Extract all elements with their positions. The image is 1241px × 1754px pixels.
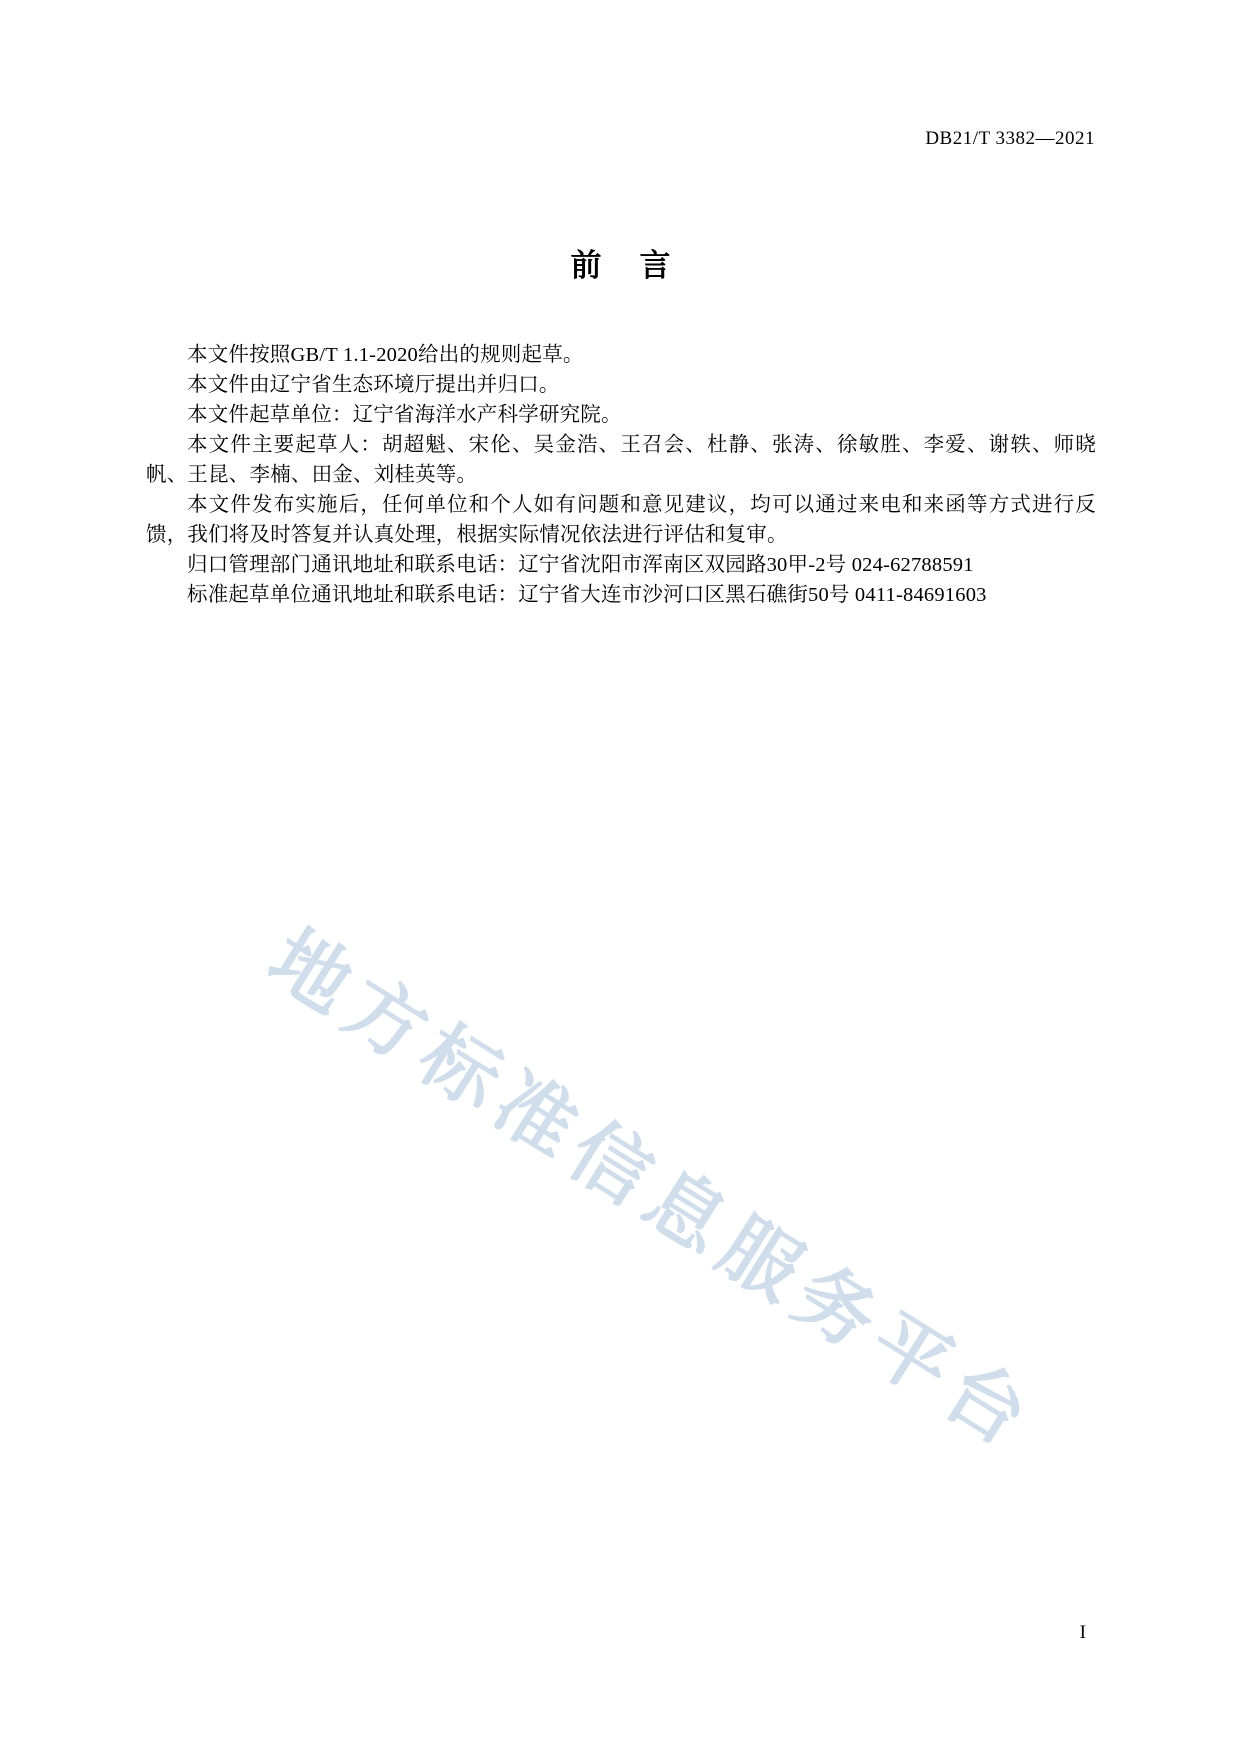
watermark-char: 标 — [403, 1008, 518, 1127]
paragraph: 本文件起草单位：辽宁省海洋水产科学研究院。 — [187, 404, 622, 426]
page-number: I — [1079, 1622, 1086, 1643]
watermark-char: 地 — [253, 912, 368, 1031]
watermark-char: 方 — [328, 960, 443, 1079]
paragraph: 本文件主要起草人：胡超魁、宋伦、吴金浩、王召会、杜静、张涛、徐敏胜、李爱、谢轶、师晓帆、王昆、李楠、田金、刘桂英等。 — [146, 434, 1096, 486]
paragraph: 本文件发布实施后，任何单位和个人如有问题和意见建议，均可以通过来电和来函等方式进行反馈，我们将及时答复并认真处理，根据实际情况依法进行评估和复审。 — [146, 494, 1096, 546]
paragraph: 本文件按照GB/T 1.1-2020给出的规则起草。 — [187, 344, 584, 366]
watermark-char: 服 — [703, 1200, 818, 1319]
watermark-char: 息 — [628, 1152, 743, 1271]
paragraph: 归口管理部门通讯地址和联系电话：辽宁省沈阳市浑南区双园路30甲-2号 024-62788591 — [187, 554, 974, 576]
watermark-char: 信 — [553, 1104, 668, 1223]
paragraph: 标准起草单位通讯地址和联系电话：辽宁省大连市沙河口区黑石礁街50号 0411-84691603 — [187, 584, 987, 606]
watermark-char: 台 — [928, 1344, 1043, 1463]
paragraph: 本文件由辽宁省生态环境厅提出并归口。 — [187, 374, 560, 396]
watermark — [253, 900, 1043, 1463]
watermark-char: 准 — [478, 1056, 593, 1175]
page-title: 前言 — [570, 248, 709, 283]
foreword-body — [146, 340, 1096, 610]
watermark-char: 务 — [778, 1248, 893, 1367]
page-header-standard-number: DB21/T 3382—2021 — [925, 128, 1095, 149]
watermark-char: 平 — [853, 1296, 968, 1415]
